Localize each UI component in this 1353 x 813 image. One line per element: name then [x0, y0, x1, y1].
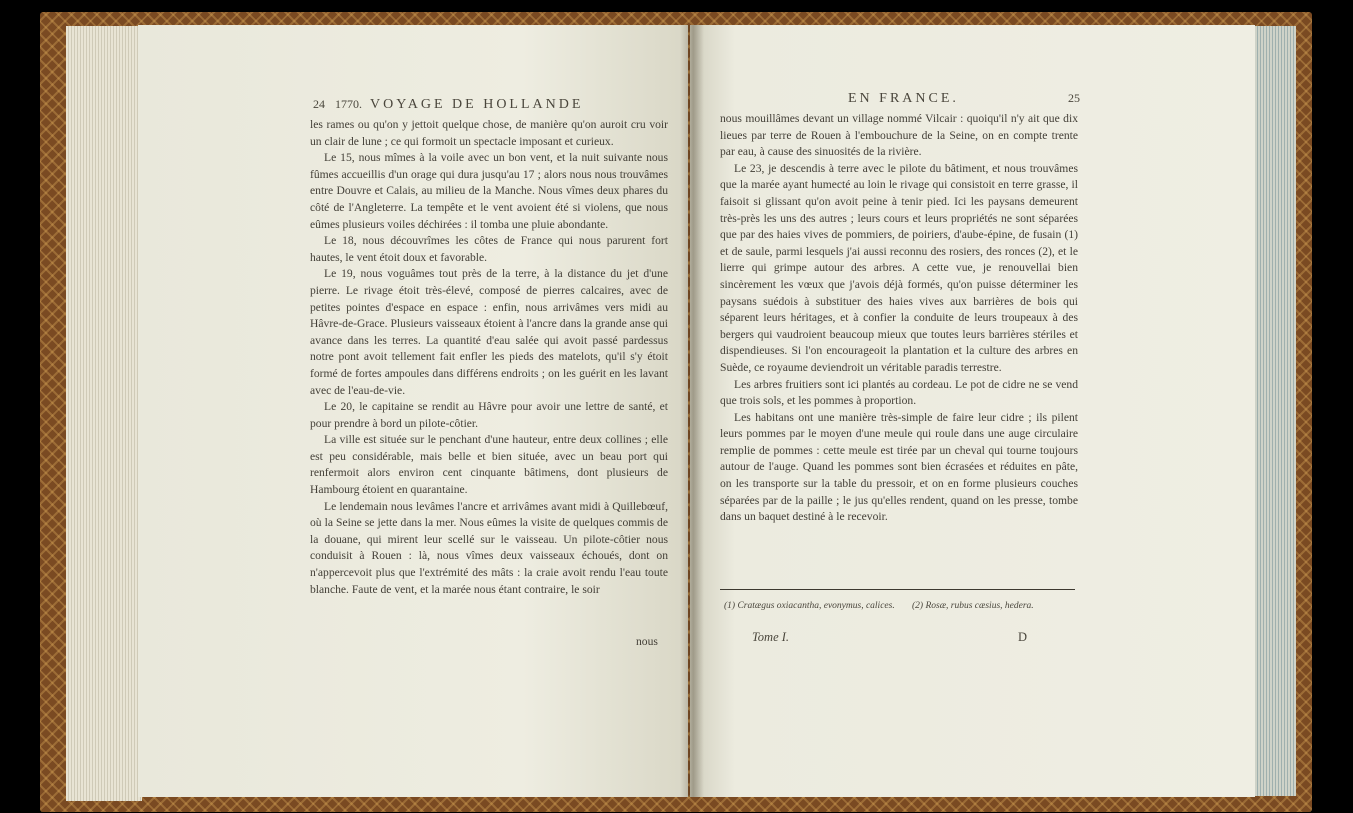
left-paragraph: Le 15, nous mîmes à la voile avec un bon vent, et la nuit suivante nous fûmes accueillis d'un orage qui dura jusqu'au 17 ; alors nous nous trouvâmes entre Douvre et Calais, au milieu de la Manche. Nous vîmes deux phares du côté de l'Angleterre. La tempête et le vent avoient été si violens, que nous eûmes plusieurs voiles déchirées : il tomba une pluie abondante. [310, 151, 668, 231]
left-paragraph: La ville est située sur le penchant d'une hauteur, entre deux collines ; elle est peu considérable, mais belle et bien située, avec un beau port qui renfermoit alors environ cent cinquante bâtimens, dont plusieurs de Hambourg étoient en quarantaine. [310, 433, 668, 497]
signature-volume: Tome I. [752, 630, 790, 644]
left-running-head [313, 97, 583, 113]
right-paragraph: Les habitans ont une manière très-simple de faire leur cidre ; ils pilent leurs pommes par le moyen d'une meule qui roule dans une auge circulaire remplie de pommes : cette meule est tirée par un cheval qui tourne toujours autour de l'auge. Quand les pommes sont bien écrasées et réduites en pâte, on les transporte sur la table du pressoir, et on en forme plusieurs couches séparées par de la paille ; le jus qu'elles rendent, quand on les presse, tombe dans un baquet destiné à le recevoir. [720, 410, 1078, 524]
footnote-2: (2) Rosæ, rubus cæsius, hedera. [912, 601, 1034, 611]
right-page-number: 25 [1068, 91, 1080, 105]
left-year: 1770. [335, 97, 362, 111]
right-paragraph: Les arbres fruitiers sont ici plantés au cordeau. Le pot de cidre ne se vend que trois sols, et les pommes à proportion. [720, 377, 1078, 408]
left-page [138, 25, 688, 797]
right-paragraph: nous mouillâmes devant un village nommé Vilcair : quoiqu'il n'y ait que dix lieues par terre de Rouen à l'embouchure de la Seine, on en compte trente par eau, à cause des sinuosités de la rivière. [720, 112, 1078, 159]
left-body [310, 117, 668, 598]
right-running-head [848, 91, 959, 107]
book-gutter [680, 25, 704, 797]
left-paragraph: Le 19, nous voguâmes tout près de la terre, à la distance du jet d'une pierre. Le rivage étoit très-élevé, composé de pierres calcaires, avec de petites pointes d'espace en espace : enfin, nous arrivâmes vers midi au Hâvre-de-Grace. Plusieurs vaisseaux étoient à l'ancre dans la grande anse qui avance dans les terres. La quantité d'eau salée qui avoit passé pardessus notre pont avoit tellement fait enfler les pieds des matelots, qu'il s'y étoit formé de fortes ampoules dans différens endroits ; on les guérit en les lavant avec de l'eau-de-vie. [310, 267, 668, 397]
left-paragraph: Le lendemain nous levâmes l'ancre et arrivâmes avant midi à Quillebœuf, où la Seine se jette dans la mer. Nous eûmes la visite de quelques commis de la douane, qui mirent leur scellé sur le vaisseau. Un pilote-côtier nous conduisit à Rouen : là, nous vîmes deux vaisseaux échoués, dont on n'appercevoit plus que l'extrémité des mâts : la craie avoit rendu l'eau toute blanche. Faute de vent, et la marée nous étant contraire, le soir [310, 499, 668, 596]
left-paragraph: les rames ou qu'on y jettoit quelque chose, de manière qu'on auroit cru voir un clair de lune ; ce qui formoit un spectacle imposant et curieux. [310, 118, 668, 148]
right-paragraph: Le 23, je descendis à terre avec le pilote du bâtiment, et nous trouvâmes que la marée ayant humecté au loin le rivage qui consistoit en terre grasse, il faisoit si glissant qu'on avoit peine à tenir pied. Ici les paysans demeurent très-près les uns des autres ; leurs cours et leurs propriétés ne sont séparées que par des haies vives de pommiers, de poiriers, d'aube-épine, de fusain (1) et de saule, parmi lesquels j'ai aussi reconnu des rosiers, des ronces (2), et le lierre qui grimpe autour des arbres. A cette vue, je renouvellai bien sincèrement les vœux que j'avois déjà formés, qu'on puisse déterminer les paysans suédois à substituer des haies vives aux barrières de bois qui séparent leurs héritages, et à confier la conduite de leurs troupeaux à des bergers qui vaudroient beaucoup mieux que toutes leurs barrières stériles et dispendieuses. Si l'on encourageoit la plantation et la culture des arbres en Suède, ce royaume deviendroit un véritable paradis terrestre. [720, 161, 1078, 374]
page-edges-left [66, 26, 142, 801]
left-paragraph: Le 18, nous découvrîmes les côtes de France qui nous parurent fort hautes, le vent étoit doux et favorable. [310, 234, 668, 264]
left-catchword: nous [636, 635, 658, 648]
page-edges-right [1252, 26, 1296, 796]
signature-mark: D [1018, 630, 1028, 644]
left-page-number: 24 [313, 97, 325, 111]
footnote-rule [720, 589, 1075, 590]
right-page [690, 25, 1255, 797]
right-body [720, 111, 1078, 526]
right-title: EN FRANCE. [848, 91, 959, 106]
footnote-1: (1) Cratægus oxiacantha, evonymus, calices. [724, 601, 895, 611]
left-paragraph: Le 20, le capitaine se rendit au Hâvre pour avoir une lettre de santé, et pour prendre à bord un pilote-côtier. [310, 400, 668, 430]
left-title: VOYAGE DE HOLLANDE [370, 97, 584, 112]
